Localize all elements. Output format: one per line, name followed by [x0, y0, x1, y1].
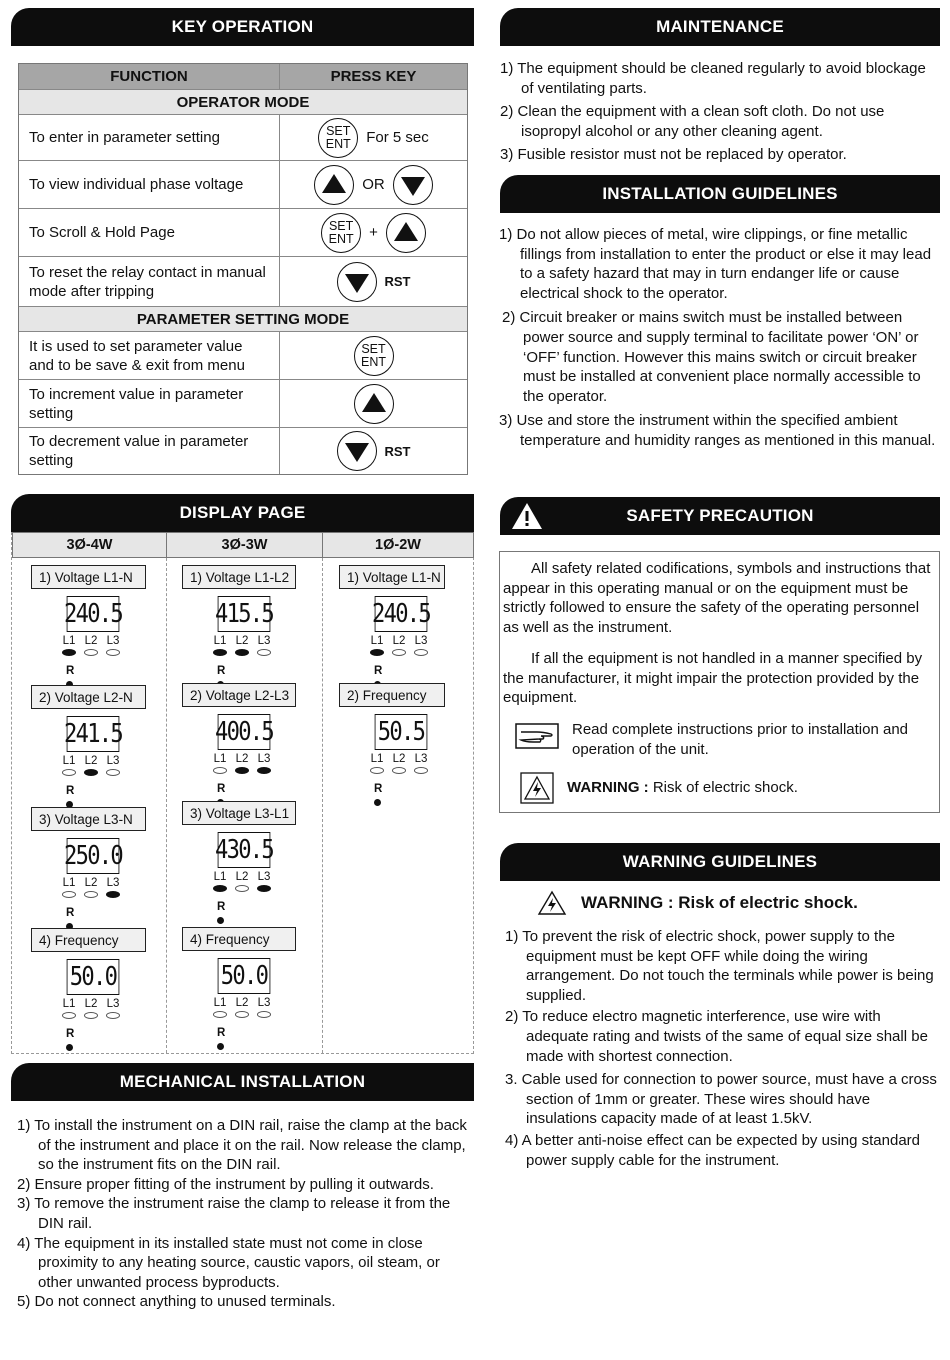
led-label: L2	[235, 635, 249, 647]
led-label: L3	[106, 635, 120, 647]
shock-warning-icon	[537, 890, 567, 916]
warning-text: Risk of electric shock.	[648, 779, 798, 796]
function-text: To enter in parameter setting	[19, 115, 280, 160]
led-indicator	[257, 649, 271, 656]
led-indicator	[235, 767, 249, 774]
shock-warning-icon	[520, 772, 554, 804]
lcd-readout: 50.5	[375, 714, 428, 750]
function-text: To increment value in parameter setting	[19, 380, 280, 427]
led-label: L3	[257, 871, 271, 883]
display-page-title: DISPLAY PAGE	[179, 503, 306, 522]
lcd-readout: 240.5	[67, 596, 120, 632]
led-indicator	[392, 767, 406, 774]
maintenance-title: MAINTENANCE	[656, 17, 784, 36]
led-indicator	[84, 649, 98, 656]
table-row	[19, 428, 467, 474]
display-page-label: 1) Voltage L1-N	[31, 565, 146, 589]
phase-leds	[213, 997, 283, 1018]
maintenance-header	[500, 8, 940, 46]
table-row	[19, 380, 467, 428]
warning-banner-text: WARNING : Risk of electric shock.	[581, 893, 858, 912]
led-label: L1	[213, 997, 227, 1009]
set-label: SET	[326, 123, 351, 138]
table-row	[19, 161, 467, 209]
set-ent-key-icon	[318, 118, 358, 158]
relay-label: R	[66, 785, 75, 797]
led-indicator	[62, 1012, 76, 1019]
led-label: L3	[106, 877, 120, 889]
operator-mode-heading: OPERATOR MODE	[19, 90, 467, 114]
lcd-readout: 240.5	[375, 596, 428, 632]
lcd-readout: 430.5	[218, 832, 271, 868]
safety-precaution-box	[499, 551, 940, 813]
led-label: L2	[84, 877, 98, 889]
led-label: L2	[84, 635, 98, 647]
relay-label: R	[66, 1028, 75, 1040]
led-indicator	[84, 1012, 98, 1019]
key-operation-header	[11, 8, 474, 46]
phase-leds	[213, 753, 283, 774]
display-page-label: 4) Frequency	[182, 927, 296, 951]
list-item: 2) To reduce electro magnetic interference, use wire with adequate rating and twists of the same of equal size shall be made with shortest connection.	[505, 1008, 928, 1065]
safety-precaution-title: SAFETY PRECAUTION	[626, 506, 814, 525]
led-label: L3	[414, 753, 428, 765]
display-page-header	[11, 494, 474, 532]
led-indicator	[414, 649, 428, 656]
set-label: SET	[328, 218, 354, 233]
display-page-label: 2) Frequency	[339, 683, 445, 707]
relay-label: R	[374, 783, 383, 795]
phase-leds	[370, 753, 440, 774]
led-indicator	[106, 649, 120, 656]
set-ent-key-icon	[321, 213, 361, 253]
mechanical-installation-header	[11, 1063, 474, 1101]
led-label: L1	[370, 753, 384, 765]
led-label: L2	[392, 753, 406, 765]
up-key-icon	[354, 384, 394, 424]
table-row	[19, 115, 467, 161]
led-label: L3	[106, 998, 120, 1010]
led-label: L1	[213, 753, 227, 765]
key-operation-title: KEY OPERATION	[171, 17, 314, 36]
led-indicator	[62, 649, 76, 656]
down-key-icon	[337, 262, 377, 302]
relay-label: R	[66, 907, 75, 919]
led-indicator	[213, 885, 227, 892]
col-press-key: PRESS KEY	[280, 64, 467, 89]
phase-leds	[370, 635, 440, 656]
led-indicator	[62, 769, 76, 776]
ent-label: ENT	[325, 136, 351, 151]
led-label: L3	[257, 635, 271, 647]
lcd-readout: 50.0	[67, 959, 120, 995]
relay-indicator	[374, 799, 381, 806]
lcd-readout: 50.0	[218, 958, 271, 994]
down-key-icon	[337, 431, 377, 471]
warning-guidelines-header	[500, 843, 940, 881]
led-indicator	[235, 649, 249, 656]
safety-paragraph-1: All safety related codifications, symbols and instructions that appear in this operating manual or on the equipment must be strictly followed to ensure the safety of the operating personnel as well as the instrument.	[503, 560, 931, 636]
or-label: OR	[362, 176, 385, 193]
installation-guidelines-list	[499, 225, 941, 451]
led-indicator	[62, 891, 76, 898]
col-function: FUNCTION	[19, 64, 280, 89]
display-page-panel	[11, 532, 474, 1054]
warning-bold-label: WARNING :	[567, 779, 649, 796]
display-page-label: 1) Voltage L1-N	[339, 565, 445, 589]
phase-leds	[62, 755, 132, 776]
led-indicator	[213, 767, 227, 774]
table-header-row	[19, 64, 467, 90]
led-label: L1	[62, 755, 76, 767]
list-item: 5) Do not connect anything to unused terminals.	[17, 1293, 336, 1311]
column-header-1p2w: 1Ø-2W	[322, 532, 474, 558]
phase-leds	[62, 998, 132, 1019]
led-indicator	[84, 891, 98, 898]
maintenance-list	[500, 59, 940, 165]
display-page-label: 3) Voltage L3-N	[31, 807, 146, 831]
led-label: L2	[84, 755, 98, 767]
lcd-readout: 241.5	[67, 716, 120, 752]
table-row	[19, 209, 467, 257]
list-item: 3) Use and store the instrument within the specified ambient temperature and humidity ranges as mentioned in this manual.	[499, 412, 936, 449]
list-item: 2) Clean the equipment with a clean soft cloth. Do not use isopropyl alcohol or any other cleaning agent.	[500, 103, 885, 140]
display-page-label: 2) Voltage L2-L3	[182, 683, 296, 707]
warning-guidelines-list	[505, 927, 942, 1170]
relay-label: R	[217, 665, 226, 677]
led-label: L1	[213, 635, 227, 647]
list-item: 1) Do not allow pieces of metal, wire clippings, or fine metallic fillings from installation to enter the product or else it may lead to a safety hazard that may in turn endanger life or cause electrical shock to the operator.	[499, 226, 932, 302]
led-indicator	[414, 767, 428, 774]
set-label: SET	[361, 341, 386, 356]
led-indicator	[235, 1011, 249, 1018]
phase-leds	[213, 635, 283, 656]
led-label: L2	[392, 635, 406, 647]
display-page-label: 1) Voltage L1-L2	[182, 565, 296, 589]
led-indicator	[257, 1011, 271, 1018]
display-page-label: 3) Voltage L3-L1	[182, 801, 296, 825]
pointing-hand-icon	[515, 723, 559, 749]
led-label: L1	[213, 871, 227, 883]
relay-label: R	[217, 1027, 226, 1039]
led-label: L3	[106, 755, 120, 767]
list-item: 3) To remove the instrument raise the clamp to release it from the DIN rail.	[17, 1195, 451, 1232]
led-indicator	[106, 1012, 120, 1019]
phase-leds	[213, 871, 283, 892]
led-indicator	[106, 891, 120, 898]
led-indicator	[370, 649, 384, 656]
ent-label: ENT	[361, 354, 386, 369]
led-indicator	[392, 649, 406, 656]
lcd-readout: 400.5	[218, 714, 271, 750]
relay-label: R	[217, 783, 226, 795]
led-label: L3	[257, 997, 271, 1009]
warning-triangle-icon	[510, 501, 544, 531]
installation-guidelines-header	[500, 175, 940, 213]
relay-indicator	[66, 1044, 73, 1051]
table-row	[19, 257, 467, 307]
led-indicator	[257, 885, 271, 892]
led-label: L1	[62, 998, 76, 1010]
ent-label: ENT	[328, 231, 354, 246]
rst-label: RST	[384, 443, 411, 459]
led-label: L2	[235, 997, 249, 1009]
up-key-icon	[314, 165, 354, 205]
function-text: To decrement value in parameter setting	[19, 428, 280, 474]
led-indicator	[213, 649, 227, 656]
led-label: L1	[370, 635, 384, 647]
mechanical-installation-title: MECHANICAL INSTALLATION	[119, 1072, 366, 1091]
column-header-3p4w: 3Ø-4W	[12, 532, 167, 558]
mechanical-installation-list	[17, 1116, 475, 1312]
safety-paragraph-2: If all the equipment is not handled in a manner specified by the manufacturer, it might impair the protection provided by the equipment.	[503, 650, 923, 707]
led-label: L2	[84, 998, 98, 1010]
list-item: 1) To prevent the risk of electric shock, power supply to the equipment must be kept OFF while doing the wiring arrangement. Do not touch the terminals while power is being supplied.	[505, 928, 934, 1004]
led-label: L3	[414, 635, 428, 647]
led-label: L2	[235, 753, 249, 765]
led-label: L3	[257, 753, 271, 765]
table-row	[19, 332, 467, 380]
phase-leds	[62, 635, 132, 656]
relay-indicator	[217, 917, 224, 924]
led-label: L2	[235, 871, 249, 883]
read-instructions-note: Read complete instructions prior to installation and operation of the unit.	[572, 721, 909, 758]
plus-label: +	[369, 224, 378, 241]
led-indicator	[370, 767, 384, 774]
function-text: It is used to set parameter value and to be save & exit from menu	[19, 332, 280, 379]
lcd-readout: 250.0	[67, 838, 120, 874]
display-page-label: 2) Voltage L2-N	[31, 685, 146, 709]
set-ent-key-icon	[354, 336, 394, 376]
phase-leds	[62, 877, 132, 898]
led-indicator	[213, 1011, 227, 1018]
safety-warning-line	[567, 778, 927, 798]
list-item: 4) The equipment in its installed state must not come in close proximity to any heating source, caustic vapors, oil steam, or other unwanted process byproducts.	[17, 1234, 440, 1291]
led-indicator	[257, 767, 271, 774]
display-page-label: 4) Frequency	[31, 928, 146, 952]
function-text: To Scroll & Hold Page	[19, 209, 280, 256]
relay-indicator	[217, 1043, 224, 1050]
warning-guidelines-title: WARNING GUIDELINES	[622, 852, 818, 871]
list-item: 2) Circuit breaker or mains switch must be installed between power source and supply terminal to facilitate power ‘ON’ or ‘OFF’ function. However this mains switch or circuit breaker must be installed at convenient place normally accessible to the operator.	[502, 309, 921, 405]
led-label: L1	[62, 635, 76, 647]
list-item: 1) The equipment should be cleaned regularly to avoid blockage of ventilating parts.	[500, 60, 926, 97]
column-header-3p3w: 3Ø-3W	[166, 532, 323, 558]
installation-guidelines-title: INSTALLATION GUIDELINES	[602, 184, 838, 203]
function-text: To reset the relay contact in manual mode after tripping	[19, 257, 280, 306]
list-item: 3) Fusible resistor must not be replaced by operator.	[500, 146, 847, 164]
function-text: To view individual phase voltage	[19, 161, 280, 208]
down-key-icon	[393, 165, 433, 205]
list-item: 1) To install the instrument on a DIN rail, raise the clamp at the back of the instrument and place it on the rail. Now release the clamp, so the instrument fits on the DIN rail.	[17, 1117, 467, 1174]
list-item: 4) A better anti-noise effect can be expected by using standard power supply cable for the instrument.	[505, 1131, 920, 1169]
led-label: L1	[62, 877, 76, 889]
relay-label: R	[217, 901, 226, 913]
parameter-mode-heading: PARAMETER SETTING MODE	[19, 307, 467, 331]
hold-duration: For 5 sec	[366, 129, 429, 146]
key-operation-table	[18, 63, 468, 475]
relay-label: R	[66, 665, 75, 677]
relay-label: R	[374, 665, 383, 677]
list-item: 3. Cable used for connection to power source, must have a cross section of 1mm or greater. These wires should have insulations capacity made of at least 1.5kV.	[505, 1071, 937, 1128]
led-indicator	[84, 769, 98, 776]
rst-label: RST	[384, 274, 411, 289]
up-key-icon	[386, 213, 426, 253]
safety-precaution-header	[500, 497, 940, 535]
list-item: 2) Ensure proper fitting of the instrument by pulling it outwards.	[17, 1175, 434, 1193]
led-indicator	[235, 885, 249, 892]
led-indicator	[106, 769, 120, 776]
lcd-readout: 415.5	[218, 596, 271, 632]
